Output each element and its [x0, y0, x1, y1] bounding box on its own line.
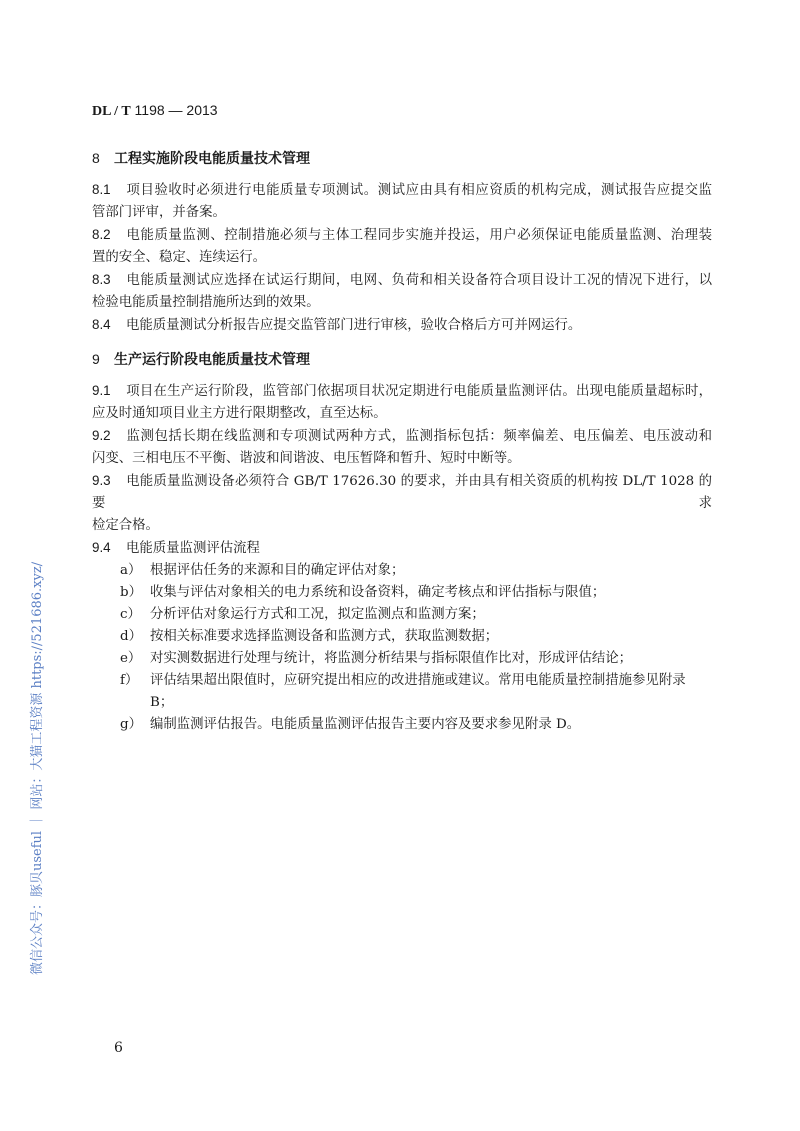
clause-9-4: [92, 537, 712, 560]
clause-9-1: [92, 380, 712, 425]
clause-line: [92, 314, 712, 337]
list-item-text: 按相关标准要求选择监测设备和监测方式，获取监测数据；: [150, 629, 499, 644]
list-item-text: 编制监测评估报告。电能质量监测评估报告主要内容及要求参见附录 D。: [150, 717, 581, 732]
clause-number: 9.4: [92, 540, 111, 555]
list-item: [92, 648, 712, 670]
list-item-text: 对实测数据进行处理与统计，将监测分析结果与指标限值作比对，形成评估结论；: [150, 651, 633, 666]
section-8-heading: 8 工程实施阶段电能质量技术管理: [92, 150, 310, 167]
watermark: 微信公众号：豚贝useful ｜ 网站：大猫工程资源 https://521686.xyz/: [30, 561, 45, 975]
document-code-header: DL / T 1198 — 2013: [92, 102, 218, 119]
list-item-text: 评估结果超出限值时，应研究提出相应的改进措施或建议。常用电能质量控制措施参见附录 B；: [150, 673, 686, 710]
clause-line: [92, 202, 712, 224]
list-item-text: 根据评估任务的来源和目的确定评估对象；: [150, 563, 405, 578]
clause-8-2: [92, 224, 712, 269]
clause-number: 9.3: [92, 473, 111, 488]
list-item: [92, 582, 712, 604]
clause-number: 9.1: [92, 383, 111, 398]
list-item-text: 收集与评估对象相关的电力系统和设备资料，确定考核点和评估指标与限值；: [150, 585, 606, 600]
clause-text: 项目验收时必须进行电能质量专项测试。测试应由具有相应资质的机构完成，测试报告应提交监: [126, 183, 712, 198]
clause-8-3: [92, 269, 712, 314]
list-item-label: e）: [120, 651, 142, 666]
clause-number: 8.4: [92, 317, 111, 332]
clause-text: 检验电能质量控制措施所达到的效果。: [92, 295, 320, 310]
list-item-text: 分析评估对象运行方式和工况，拟定监测点和监测方案；: [150, 607, 485, 622]
list-item-label: f）: [120, 673, 139, 688]
clause-9-3: [92, 470, 712, 537]
clause-line: [92, 448, 712, 470]
document-body: [92, 100, 712, 736]
clause-9-2: [92, 425, 712, 470]
clause-text: 电能质量监测设备必须符合 GB/T 17626.30 的要求，并由具有相关资质的机构按 DL/T 1028 的要求: [92, 474, 712, 511]
list-item: [92, 604, 712, 626]
clause-text: 监测包括长期在线监测和专项测试两种方式，监测指标包括：频率偏差、电压偏差、电压波动和: [126, 429, 712, 444]
clause-text: 置的安全、稳定、连续运行。: [92, 250, 267, 265]
clause-line: [92, 380, 712, 403]
list-item: [92, 670, 712, 714]
clause-text: 电能质量监测评估流程: [126, 541, 260, 556]
clause-number: 8.2: [92, 227, 111, 242]
evaluation-steps-list: [92, 560, 712, 736]
clause-line: [92, 537, 712, 560]
section-9-clauses: [92, 380, 712, 560]
clause-text: 检定合格。: [92, 518, 159, 533]
list-item: [92, 626, 712, 648]
clause-line: [92, 224, 712, 247]
clause-text: 电能质量测试分析报告应提交监管部门进行审核，验收合格后方可并网运行。: [126, 318, 582, 333]
clause-text: 电能质量测试应选择在试运行期间，电网、负荷和相关设备符合项目设计工况的情况下进行，以: [126, 273, 712, 288]
list-item: [92, 714, 712, 736]
list-item-label: d）: [120, 629, 142, 644]
list-item-label: c）: [120, 607, 141, 622]
clause-text: 电能质量监测、控制措施必须与主体工程同步实施并投运，用户必须保证电能质量监测、治理装: [126, 228, 712, 243]
list-item-label: b）: [120, 585, 142, 600]
list-item-label: g）: [120, 717, 142, 732]
clause-line: [92, 179, 712, 202]
clause-line: [92, 425, 712, 448]
clause-8-1: [92, 179, 712, 224]
clause-line: [92, 247, 712, 269]
section-9-heading: 9 生产运行阶段电能质量技术管理: [92, 351, 310, 368]
clause-8-4: [92, 314, 712, 337]
clause-number: 8.1: [92, 182, 111, 197]
clause-number: 9.2: [92, 428, 111, 443]
list-item-label: a）: [120, 563, 142, 578]
clause-line: [92, 269, 712, 292]
clause-line: [92, 292, 712, 314]
clause-text: 应及时通知项目业主方进行限期整改，直至达标。: [92, 406, 387, 421]
clause-text: 项目在生产运行阶段，监管部门依据项目状况定期进行电能质量监测评估。出现电能质量超标时，: [126, 384, 712, 399]
clause-text: 管部门评审，并备案。: [92, 205, 226, 220]
section-8-clauses: [92, 179, 712, 337]
page-number: 6: [114, 1040, 123, 1056]
clause-text: 闪变、三相电压不平衡、谐波和间谐波、电压暂降和暂升、短时中断等。: [92, 451, 521, 466]
clause-line: [92, 470, 712, 515]
clause-line: [92, 403, 712, 425]
clause-line: [92, 515, 712, 537]
clause-number: 8.3: [92, 272, 111, 287]
list-item: [92, 560, 712, 582]
